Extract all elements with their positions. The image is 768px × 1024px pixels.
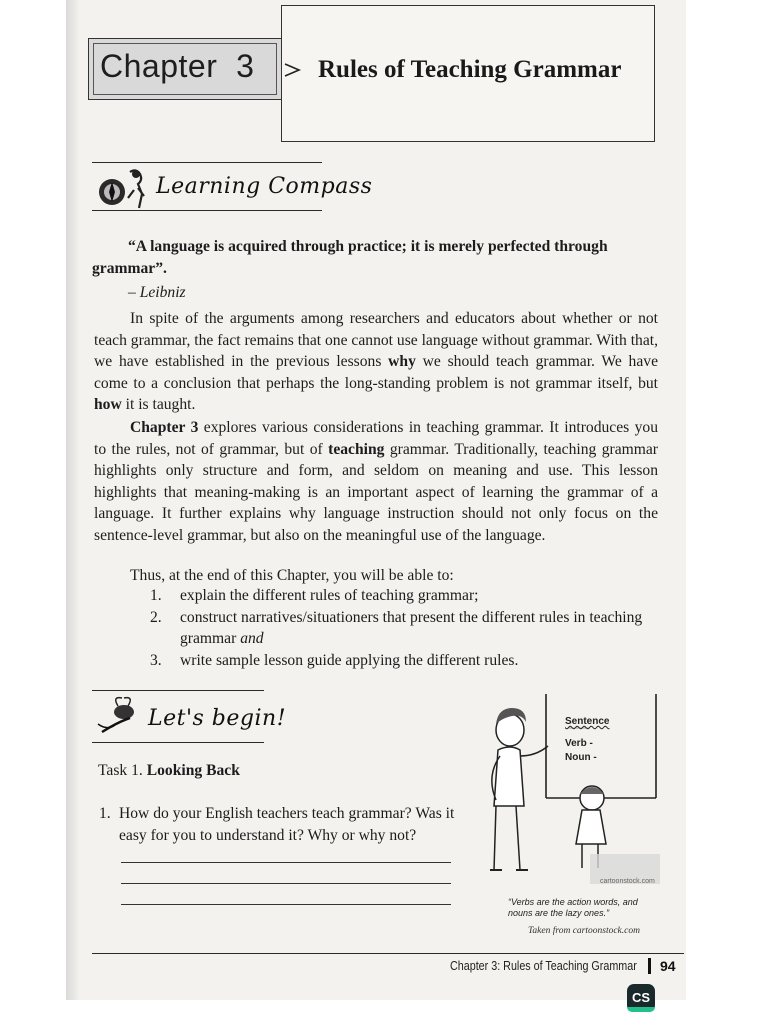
objective-number: 1.: [150, 587, 162, 604]
section-rule-bottom: [92, 742, 264, 743]
objective-item: [150, 585, 660, 607]
answer-line: [121, 883, 451, 884]
answer-line: [121, 862, 451, 863]
epigraph-quote: “A language is acquired through practice; it is merely perfected through grammar”.: [92, 238, 608, 277]
objective-number: 3.: [150, 651, 162, 669]
task-prefix: Task 1.: [98, 762, 147, 779]
paragraph-text: we should teach grammar. We have come to a conclusion that perhaps the long-standing problem is not grammar itself, but: [94, 353, 658, 392]
paragraph-text: In spite of the arguments among researchers and educators about whether or not teach grammar, the fact remains that one cannot use language without grammar. With that, we have established in the previous lessons: [94, 310, 658, 370]
paragraph-text: it is taught.: [121, 396, 196, 413]
paragraph-emphasis: teaching: [328, 440, 385, 458]
paragraph-text: explores various considerations in teaching grammar. It introduces you to the rules, not of grammar, but of: [94, 419, 658, 458]
paragraph-emphasis: why: [388, 353, 416, 370]
cartoon-caption: “Verbs are the action words, and nouns are the lazy ones.”: [508, 897, 638, 918]
task-name: Looking Back: [146, 762, 240, 779]
objective-number: 2.: [150, 608, 162, 626]
arrow-icon: [283, 60, 303, 80]
objective-suffix: and: [240, 630, 264, 647]
objective-text: construct narratives/situationers that present the different rules in teaching grammar: [180, 608, 643, 647]
camscanner-badge-icon: CS: [627, 984, 655, 1012]
objective-item: [150, 607, 660, 650]
chapter-label: Chapter 3: [100, 48, 255, 84]
question-number: 1.: [99, 805, 111, 822]
section-rule-top: [92, 162, 322, 163]
answer-line: [121, 904, 451, 905]
compass-icon: [94, 166, 156, 212]
section-rule-top: [92, 690, 264, 691]
section-rule-bottom: [92, 210, 322, 211]
footer-rule: [92, 953, 684, 954]
question-text: How do your English teachers teach grammar? Was it easy for you to understand it? Why or why not?: [119, 805, 455, 844]
binding-shadow: [66, 0, 80, 1000]
running-footer-title: Chapter 3: Rules of Teaching Grammar: [450, 959, 637, 973]
page-number: 94: [660, 958, 676, 974]
paragraph-emphasis: Chapter 3: [130, 419, 199, 436]
intro-paragraph-2: [94, 417, 658, 546]
cartoon-watermark: cartoonstock.com: [600, 878, 655, 885]
cartoon-credit: Taken from cartoonstock.com: [528, 926, 640, 936]
objective-item: [150, 650, 660, 672]
board-item: Verb -: [565, 738, 593, 749]
objectives-list: [150, 585, 660, 671]
learning-compass-title: Learning Compass: [156, 174, 373, 199]
task-title: [98, 760, 240, 782]
board-heading: Sentence: [565, 716, 610, 727]
paragraph-text: grammar. Traditionally, teaching grammar highlights only structure and form, and seldom on meaning and use. This lesson highlights that meaning-making is an important aspect of learning the grammar of a language. It further explains why language instruction should not only focus on the sentence-level grammar, but also on the meaningful use of the language.: [94, 440, 658, 544]
objective-text: write sample lesson guide applying the different rules.: [180, 651, 519, 669]
intro-paragraph-1: [94, 308, 658, 416]
footer-separator: [648, 958, 651, 974]
objectives-intro: Thus, at the end of this Chapter, you will be able to:: [130, 567, 454, 584]
board-item: Noun -: [565, 752, 597, 763]
objective-text: explain the different rules of teaching grammar;: [180, 587, 479, 604]
paragraph-emphasis: how: [94, 396, 122, 413]
lets-begin-title: Let's begin!: [148, 706, 287, 731]
bee-icon: [96, 696, 148, 736]
chapter-title: Rules of Teaching Grammar: [318, 56, 622, 83]
question-item: [99, 803, 459, 846]
epigraph-attribution: – Leibniz: [128, 284, 186, 301]
